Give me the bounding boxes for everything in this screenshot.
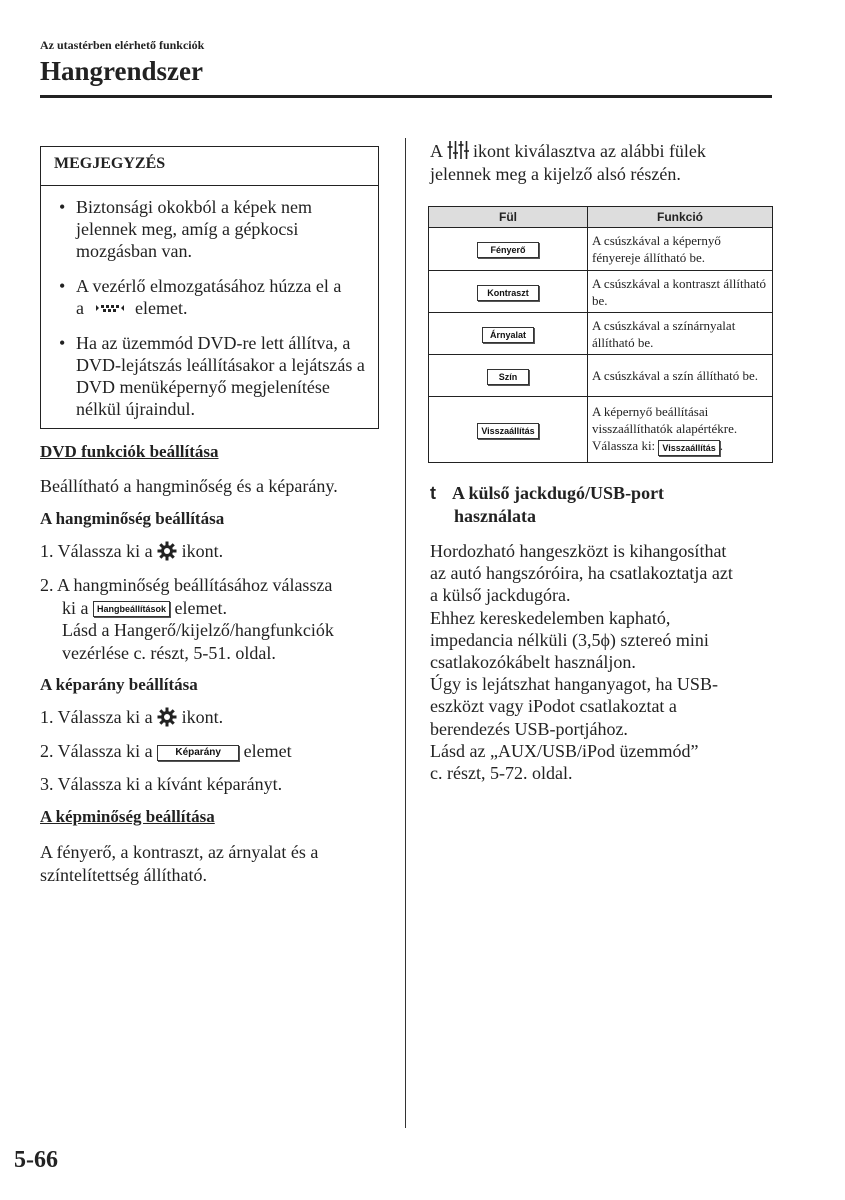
aspect-step-2 bbox=[40, 740, 292, 763]
tabs-intro bbox=[430, 140, 770, 185]
jack-heading-text: A külső jackdugó/USB-port bbox=[452, 483, 665, 503]
section-marker: t bbox=[430, 483, 436, 503]
tabs-table bbox=[428, 206, 773, 463]
aspect-step-3: 3. Válassza ki a kívánt képarányt. bbox=[40, 774, 283, 794]
table-cell-desc: . bbox=[719, 438, 724, 454]
table-cell-desc: A csúszkával a színárnyalat állítható be. bbox=[588, 313, 773, 355]
body-line: csatlakozókábelt használjon. bbox=[430, 652, 636, 673]
body-line: c. részt, 5-72. oldal. bbox=[430, 763, 573, 784]
body-line: Úgy is lejátszhat hanganyagot, ha USB- bbox=[430, 674, 718, 695]
step-text: elemet. bbox=[174, 597, 228, 618]
table-row bbox=[429, 355, 773, 397]
step-text: 2. A hangminőség beállításához válassza bbox=[40, 575, 333, 595]
body-line: Lásd az „AUX/USB/iPod üzemmód” bbox=[430, 740, 699, 761]
tab-color[interactable]: Szín bbox=[487, 369, 529, 385]
dvd-section-heading: DVD funkciók beállítása bbox=[40, 442, 219, 461]
body-line: eszközt vagy iPodot csatlakoztat a bbox=[430, 696, 677, 717]
breadcrumb: Az utastérben elérhető funkciók bbox=[40, 38, 205, 52]
gear-icon[interactable] bbox=[157, 541, 177, 561]
body-line: berendezés USB-portjához. bbox=[430, 718, 628, 739]
table-row bbox=[429, 313, 773, 355]
column-divider bbox=[405, 138, 406, 1128]
sound-step-1 bbox=[40, 540, 223, 563]
body-line: Hordozható hangeszközt is kihangosíthat bbox=[430, 541, 727, 561]
jack-heading bbox=[430, 482, 770, 528]
note-list bbox=[54, 196, 372, 433]
sound-heading: A hangminőség beállítása bbox=[40, 509, 225, 528]
table-header-tab: Fül bbox=[429, 207, 588, 228]
intro-text: ikont kiválasztva az alábbi fülek jelennek meg a kijelző alsó részén. bbox=[430, 141, 706, 184]
step-text: 2. Válassza ki a bbox=[40, 741, 153, 761]
body-line: impedancia nélküli (3,5ϕ) sztereó mini bbox=[430, 629, 709, 650]
table-cell-desc: A csúszkával a szín állítható be. bbox=[588, 355, 773, 397]
aspect-step-1 bbox=[40, 706, 223, 729]
page-title: Hangrendszer bbox=[40, 56, 203, 86]
step-text: elemet bbox=[243, 741, 292, 761]
note-box bbox=[40, 146, 379, 429]
sound-settings-button[interactable]: Hangbeállítások bbox=[93, 601, 170, 617]
body-line: a külső jackdugóra. bbox=[430, 585, 571, 606]
dvd-intro: Beállítható a hangminőség és a képarány. bbox=[40, 476, 338, 496]
gear-icon[interactable] bbox=[157, 707, 177, 727]
sound-step-2 bbox=[40, 574, 390, 664]
page-number: 5-66 bbox=[14, 1147, 58, 1173]
note-text: A vezérlő elmozgatásához húzza el a bbox=[76, 276, 342, 296]
table-header-row bbox=[429, 207, 773, 228]
table-cell-desc: A csúszkával a kontraszt állítható be. bbox=[588, 271, 773, 313]
step-text: ki a bbox=[62, 597, 89, 618]
quality-text: A fényerő, a kontraszt, az árnyalat és a színtelítettség állítható. bbox=[40, 842, 319, 885]
aspect-heading: A képarány beállítása bbox=[40, 675, 198, 694]
body-line: az autó hangszóróira, ha csatlakoztatja azt bbox=[430, 563, 733, 584]
step-text: vezérlése c. részt, 5-51. oldal. bbox=[62, 642, 276, 663]
jack-body bbox=[430, 540, 775, 784]
reset-button[interactable]: Visszaállítás bbox=[658, 440, 719, 456]
note-heading: MEGJEGYZÉS bbox=[54, 155, 166, 172]
tab-contrast[interactable]: Kontraszt bbox=[477, 285, 539, 301]
table-row bbox=[429, 228, 773, 271]
aspect-ratio-button[interactable]: Képarány bbox=[157, 745, 239, 761]
equalizer-icon[interactable] bbox=[447, 140, 469, 160]
quality-heading: A képminőség beállítása bbox=[40, 807, 215, 826]
tab-tint[interactable]: Árnyalat bbox=[482, 327, 534, 343]
title-rule bbox=[40, 95, 772, 98]
table-row bbox=[429, 271, 773, 313]
table-cell-desc: A csúszkával a képernyő fényereje állítható be. bbox=[588, 228, 773, 271]
note-divider bbox=[41, 185, 378, 186]
step-text: ikont. bbox=[181, 707, 224, 727]
table-row bbox=[429, 397, 773, 463]
table-header-function: Funkció bbox=[588, 207, 773, 228]
jack-heading-text: használata bbox=[454, 506, 537, 526]
tab-reset[interactable]: Visszaállítás bbox=[477, 423, 538, 439]
note-text: elemet. bbox=[135, 298, 188, 318]
step-text: Lásd a Hangerő/kijelző/hangfunkciók bbox=[62, 620, 334, 640]
note-item: • Biztonsági okokból a képek nem jelennek meg, amíg a gépkocsi mozgásban van. bbox=[54, 196, 372, 262]
drag-handle-icon bbox=[92, 303, 128, 315]
note-item: • A vezérlő elmozgatásához húzza el a a elemet. bbox=[54, 275, 372, 319]
intro-text: A bbox=[430, 141, 443, 161]
table-cell-desc: A képernyő beállításai visszaállíthatók alapértékre. bbox=[592, 404, 738, 437]
note-item: • Ha az üzemmód DVD-re lett állítva, a DVD-lejátszás leállításakor a lejátszás a DVD menüképernyő megjelenítése nélkül újraindul. bbox=[54, 332, 372, 420]
tab-brightness[interactable]: Fényerő bbox=[477, 242, 539, 258]
step-text: 1. Válassza ki a bbox=[40, 541, 153, 561]
body-line: Ehhez kereskedelemben kapható, bbox=[430, 607, 671, 628]
step-text: 1. Válassza ki a bbox=[40, 707, 153, 727]
step-text: ikont. bbox=[181, 541, 224, 561]
table-cell-desc: Válassza ki: bbox=[592, 438, 656, 454]
